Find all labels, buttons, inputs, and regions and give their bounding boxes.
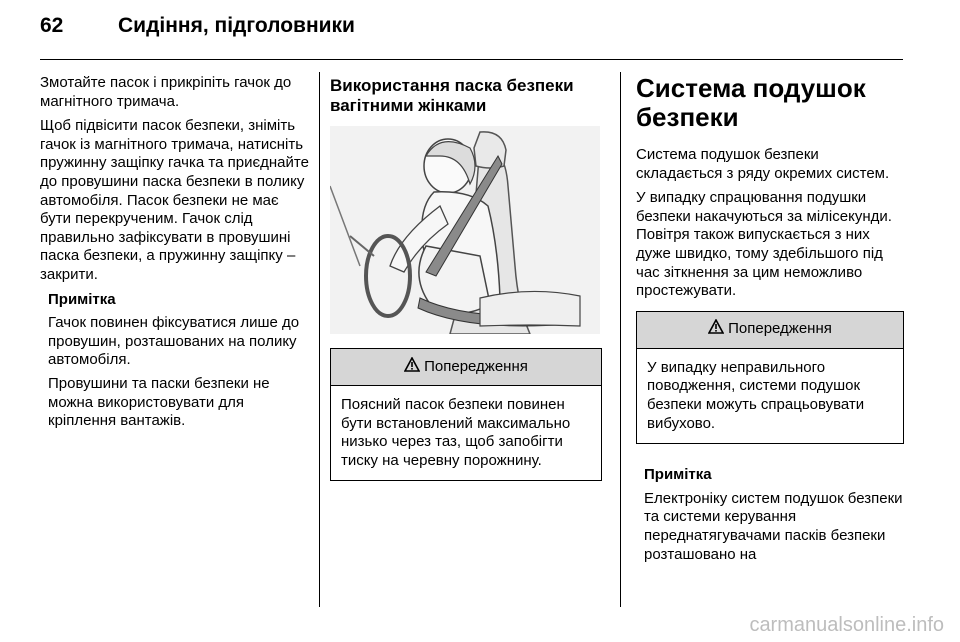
section-heading: Використання паска безпеки вагітними жінками bbox=[330, 76, 574, 115]
note-block bbox=[636, 466, 904, 564]
warning-box bbox=[330, 348, 602, 481]
column-middle bbox=[330, 74, 602, 481]
paragraph: У випадку спрацювання подушки безпеки накачуються за мілісекунди. Повітря також випускається з них дуже швидко, тому здебільшого під час зіткнення за цим неможливо простежувати. bbox=[636, 189, 892, 300]
seatbelt-illustration-svg bbox=[330, 126, 600, 334]
paragraph: Система подушок безпеки складається з ряду окремих систем. bbox=[636, 146, 890, 182]
note-text: Електроніку систем подушок безпеки та системи керування переднатягувачами пасків безпеки розташовано на bbox=[644, 489, 903, 563]
note-text: Гачок повинен фіксуватися лише до провушин, розташованих на полику автомобіля. bbox=[48, 314, 300, 369]
warning-box bbox=[636, 311, 904, 444]
warning-text: У випадку неправильного поводження, системи подушок безпеки можуть спрацьовувати вибухово. bbox=[647, 358, 865, 432]
pregnant-woman-seatbelt-illustration bbox=[330, 126, 600, 334]
warning-triangle-icon bbox=[404, 357, 420, 378]
dashboard-line bbox=[350, 236, 374, 256]
column-divider-2 bbox=[620, 72, 621, 607]
note-text: Провушини та паски безпеки не можна використовувати для кріплення вантажів. bbox=[48, 374, 270, 430]
warning-body bbox=[637, 349, 903, 443]
watermark: carmanualsonline.info bbox=[749, 614, 944, 636]
page-number: 62 bbox=[40, 14, 64, 37]
chapter-title: Сидіння, підголовники bbox=[118, 14, 355, 37]
column-divider-1 bbox=[319, 72, 320, 607]
note-title: Примітка bbox=[48, 290, 116, 308]
header-divider bbox=[40, 59, 903, 60]
paragraph: Змотайте пасок і прикріпіть гачок до магнітного тримача. bbox=[40, 74, 292, 110]
note-title: Примітка bbox=[644, 466, 712, 484]
section-title: Система подушок безпеки bbox=[636, 73, 866, 132]
note-block bbox=[40, 291, 310, 431]
column-right bbox=[636, 74, 904, 569]
warning-header bbox=[331, 349, 601, 386]
legs-shape bbox=[480, 291, 580, 326]
warning-title: Попередження bbox=[424, 357, 528, 375]
warning-title: Попередження bbox=[728, 320, 832, 338]
warning-triangle-icon bbox=[708, 319, 724, 340]
column-left bbox=[40, 74, 310, 436]
windshield-line bbox=[330, 186, 360, 266]
warning-header bbox=[637, 312, 903, 349]
warning-text: Поясний пасок безпеки повинен бути встановлений максимально низько через таз, щоб запобігти тиску на черевну порожнину. bbox=[341, 396, 571, 469]
paragraph: Щоб підвісити пасок безпеки, зніміть гачок із магнітного тримача, натисніть пружинну защіпку гачка та приєднайте до провушини паска безпеки в полику автомобіля. Пасок безпеки не має бути перекрученим. Гачок слід правильно зафіксувати в провушині паска безпеки, а пружинну защіпку – закрити. bbox=[40, 117, 309, 283]
warning-body bbox=[331, 386, 601, 480]
steering-wheel-shape bbox=[366, 236, 410, 316]
